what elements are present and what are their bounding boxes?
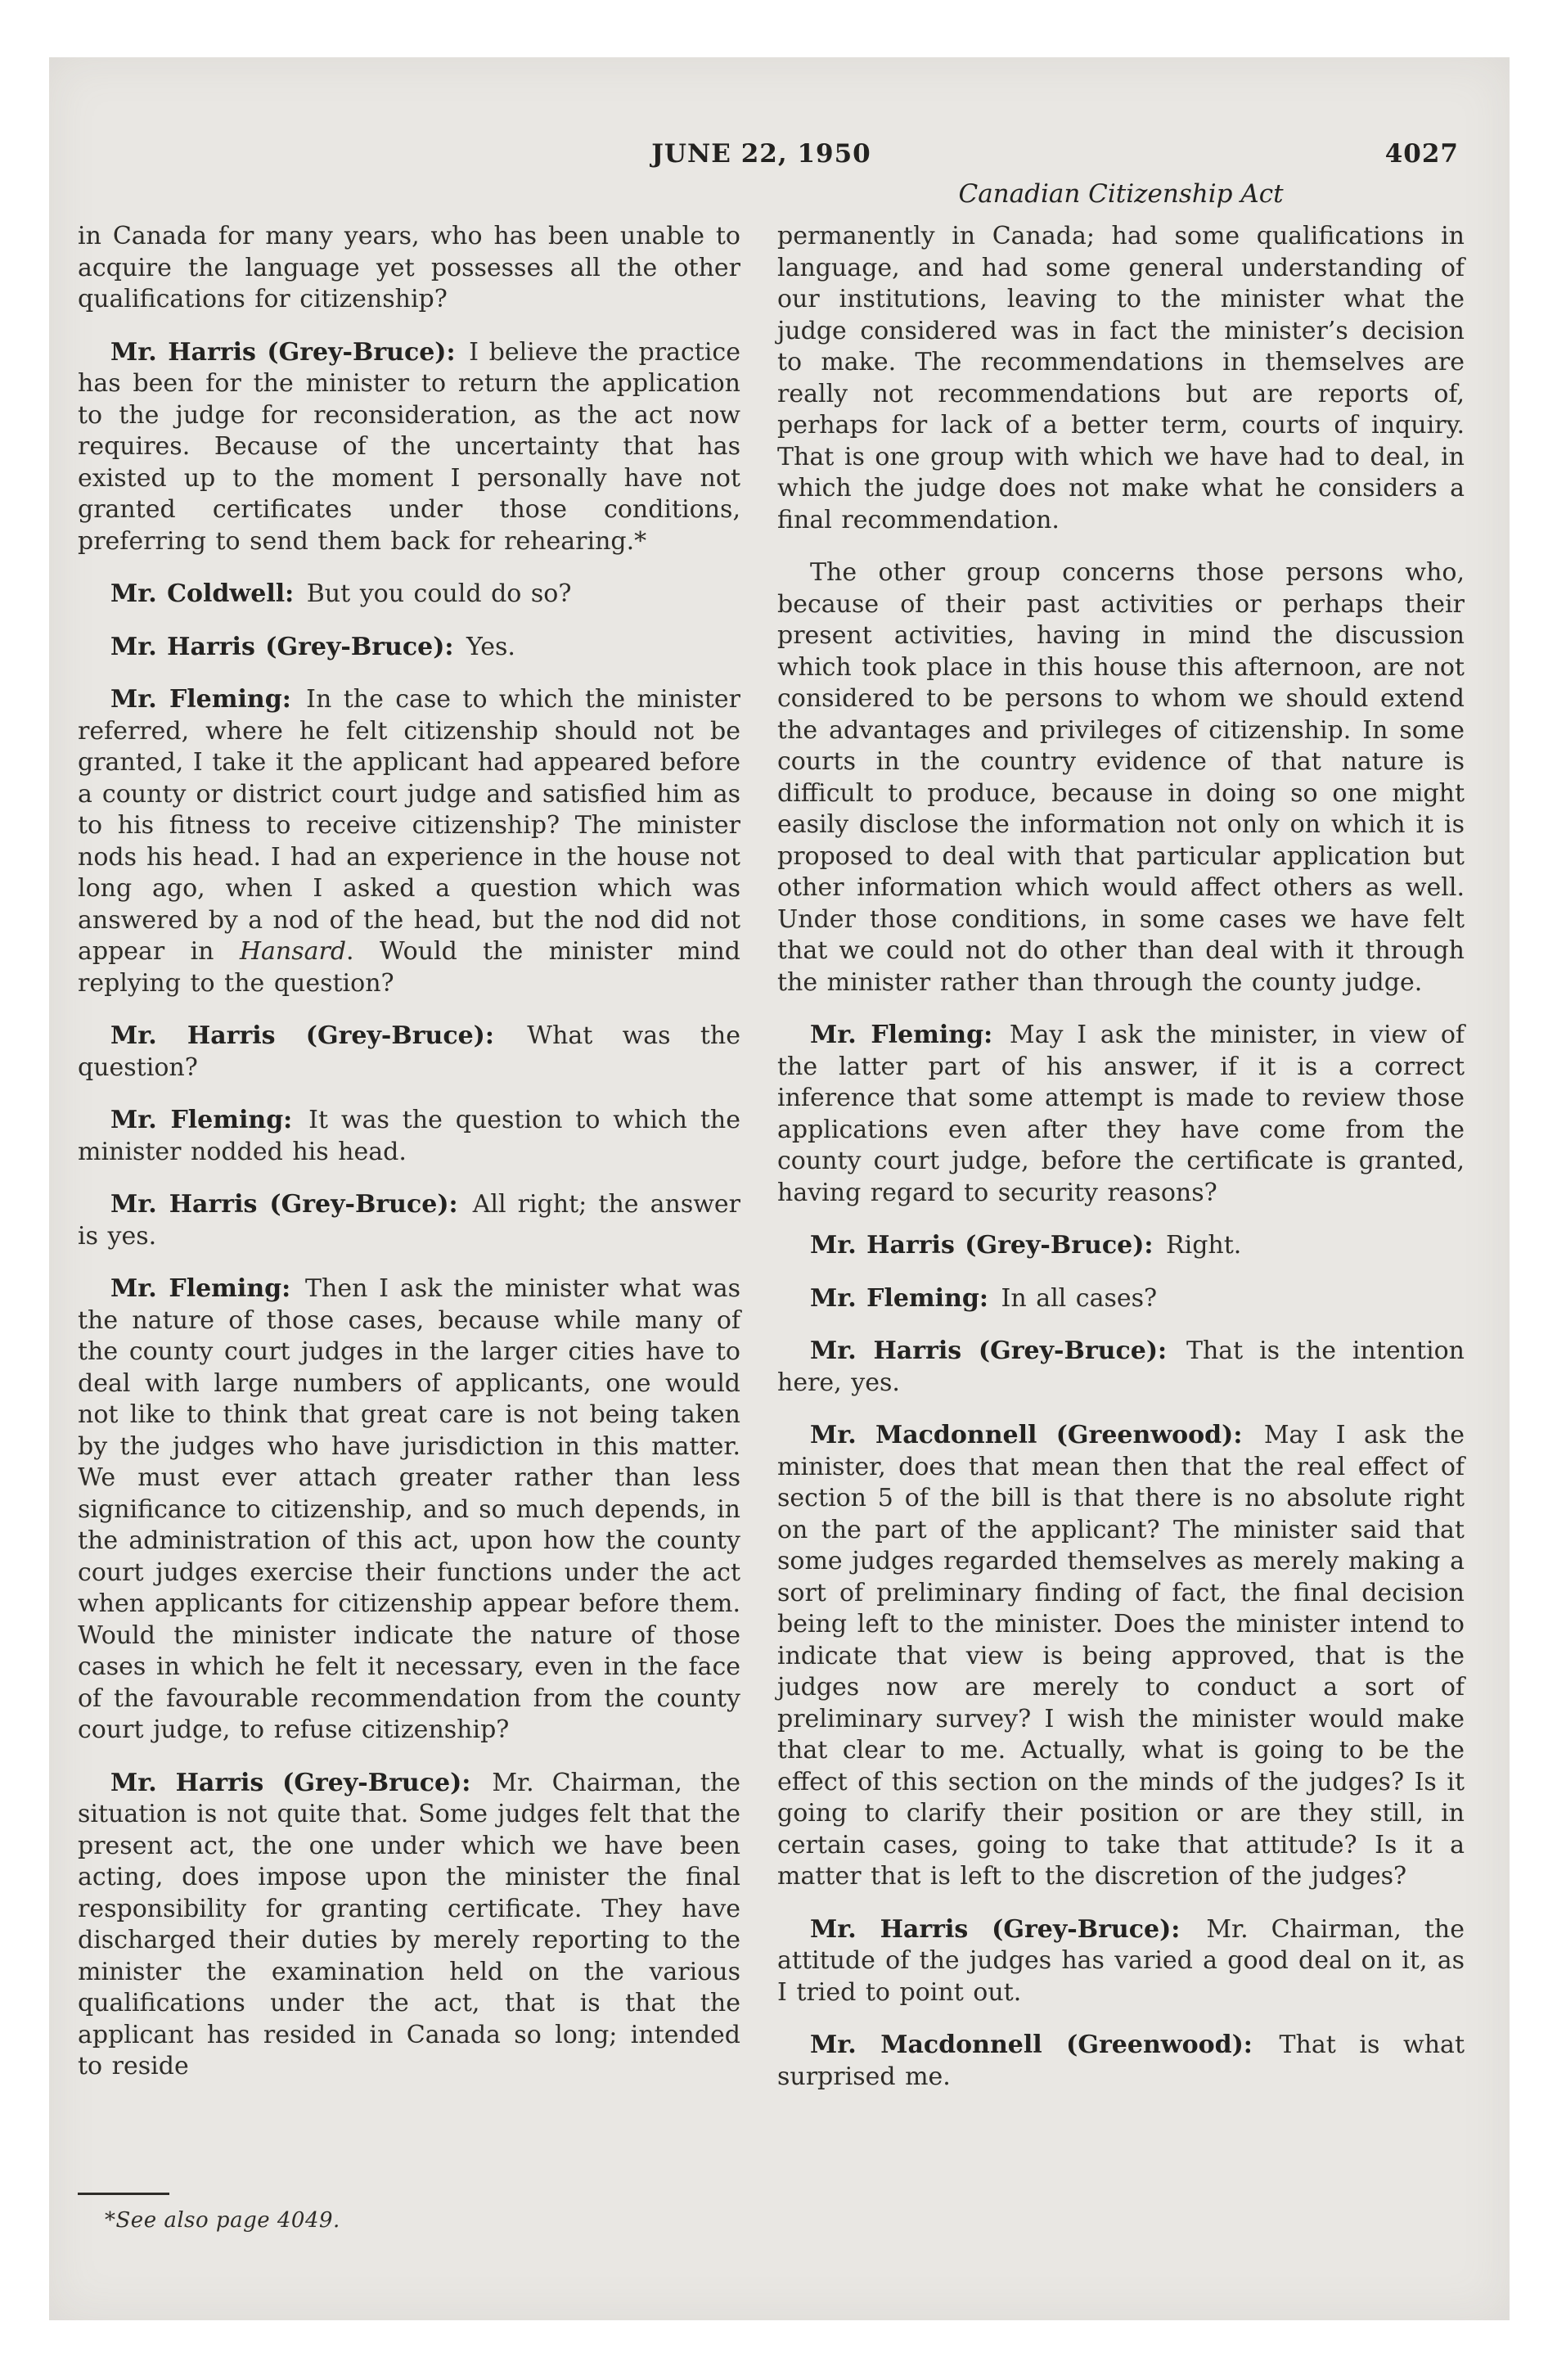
speaker-name: Mr. Harris (Grey-Bruce): [110,337,456,367]
text-run: Right. [1166,1231,1242,1260]
paragraph [78,684,740,999]
paragraph [777,1020,1465,1209]
speaker-name: Mr. Fleming: [110,1106,293,1134]
paragraph [777,1914,1465,2009]
text-run: The other group concerns those persons who, because of their past activities or perhaps their present activities, having in mind the discussion which took place in this house this afternoon, are not considered to be persons to whom we should extend the advantages and privileges of citizenship. In some courts in the country evidence of that nature is difficult to produce, because in doing so one might easily disclose the information not only on which it is proposed to deal with that particular application but other information which would affect others as well. Under those conditions, in some cases we have felt that we could not do other than deal with it through the minister rather than through the county judge. [777,558,1465,997]
text-run: . Would the minister mind replying to the question? [78,937,740,998]
paragraph [777,1420,1465,1893]
paragraph [78,579,740,611]
speaker-name: Mr. Fleming: [110,1274,291,1303]
running-title: Canadian Citizenship Act [958,179,1284,209]
left-column [78,221,740,2093]
text-run: That is what surprised me. [777,2031,1465,2091]
speaker-name: Mr. Harris (Grey-Bruce): [810,1914,1181,1944]
paragraph [78,221,740,316]
speaker-name: Mr. Harris (Grey-Bruce): [110,1021,494,1050]
text-run: permanently in Canada; had some qualifications in language, and had some general understanding of our institutions, leaving to the minister what the judge considered was in fact the minister’s decision to make. The recommendations in themselves are really not recommendations but are reports of, perhaps for lack of a better term, courts of inquiry. That is one group with which we have had to deal, in which the judge does not make what he considers a final recommendation. [777,222,1465,534]
paragraph [777,1336,1465,1399]
paragraph [777,1230,1465,1262]
speaker-name: Mr. Fleming: [810,1283,988,1313]
paragraph [78,1273,740,1747]
text-run: What was the question? [78,1021,740,1082]
text-run: Then I ask the minister what was the nature of those cases, because while many of the county court judges in the larger cities have to deal with large numbers of applicants, one would not like to think that great care is not being taken by the judges who have jurisdiction in this matter. We must ever attach greater rather than less significance to citizenship, and so much depends, in the administration of this act, upon how the county court judges exercise their functions under the act when applicants for citizenship appear before them. Would the minister indicate the nature of those cases in which he felt it necessary, even in the face of the favourable recommendation from the county court judge, to refuse citizenship? [78,1274,740,1744]
text-run: All right; the answer is yes. [78,1190,740,1251]
text-run: May I ask the minister, in view of the latter part of his answer, if it is a correct inference that some attempt is made to review those applications even after they have come from the county court judge, before the certificate is granted, having regard to security reasons? [777,1021,1465,1207]
paragraph [78,1189,740,1252]
text-run: But you could do so? [306,579,572,608]
paragraph [78,337,740,558]
speaker-name: Mr. Macdonnell (Greenwood): [810,1421,1243,1449]
text-run: May I ask the minister, does that mean then that the real effect of section 5 of the bill is that there is no absolute right on the part of the applicant? The minister said that some judges regarded themselves as merely making a sort of preliminary finding of fact, the final decision being left to the minister. Does the minister intend to indicate that view is being approved, that is the judges now are merely to conduct a sort of preliminary survey? I wish the minister would make that clear to me. Actually, what is going to be the effect of this section on the minds of the judges? Is it going to clarify their position or are they still, in certain cases, going to take that attitude? Is it a matter that is left to the discretion of the judges? [777,1421,1465,1891]
footnote-rule [78,2193,169,2195]
paragraph [78,1105,740,1168]
footnote: *See also page 4049. [105,2208,340,2233]
paragraph [78,1021,740,1084]
speaker-name: Mr. Harris (Grey-Bruce): [810,1336,1168,1365]
text-run: In all cases? [1001,1283,1158,1313]
speaker-name: Mr. Harris (Grey-Bruce): [810,1231,1154,1260]
paragraph [777,1283,1465,1315]
text-run: That is the intention here, yes. [777,1336,1465,1397]
paragraph [78,632,740,664]
italic-text: Hansard [239,937,347,966]
speaker-name: Mr. Fleming: [110,685,291,714]
speaker-name: Mr. Harris (Grey-Bruce): [110,1768,471,1797]
speaker-name: Mr. Fleming: [810,1021,993,1049]
text-run: in Canada for many years, who has been unable to acquire the language yet possesses all the other qualifications for citizenship? [78,222,740,313]
text-run: Mr. Chairman, the situation is not quite that. Some judges felt that the present act, the one under which we have been acting, does impose upon the minister the final responsibility for granting certificate. They have discharged their duties by merely reporting to the minister the examination held on the various qualifications under the act, that is that the applicant has resided in Canada so long; intended to reside [78,1768,740,2080]
text-run: In the case to which the minister referred, where he felt citizenship should not be granted, I take it the applicant had appeared before a county or district court judge and satisfied him as to his fitness to receive citizenship? The minister nods his head. I had an experience in the house not long ago, when I asked a question which was answered by a nod of the head, but the nod did not appear in [78,685,740,966]
text-run: It was the question to which the minister nodded his head. [78,1106,740,1166]
page-date-heading: JUNE 22, 1950 [651,139,871,169]
page [49,57,1510,2320]
text-run: Yes. [466,632,515,661]
paragraph [777,557,1465,998]
speaker-name: Mr. Harris (Grey-Bruce): [110,632,454,661]
right-column [777,221,1465,2093]
speaker-name: Mr. Macdonnell (Greenwood): [810,2031,1253,2059]
paragraph [777,221,1465,536]
speaker-name: Mr. Harris (Grey-Bruce): [110,1190,458,1219]
paragraph [78,1768,740,2083]
paragraph [777,2030,1465,2093]
speaker-name: Mr. Coldwell: [110,579,295,608]
text-run: I believe the practice has been for the minister to return the application to the judge for reconsideration, as the act now requires. Because of the uncertainty that has existed up to the moment I personally have not granted certificates under those conditions, preferring to send them back for rehearing.* [78,337,740,556]
text-run: Mr. Chairman, the attitude of the judges has varied a good deal on it, as I tried to point out. [777,1914,1465,2007]
page-number: 4027 [1384,139,1459,169]
text-columns [49,57,1510,2093]
